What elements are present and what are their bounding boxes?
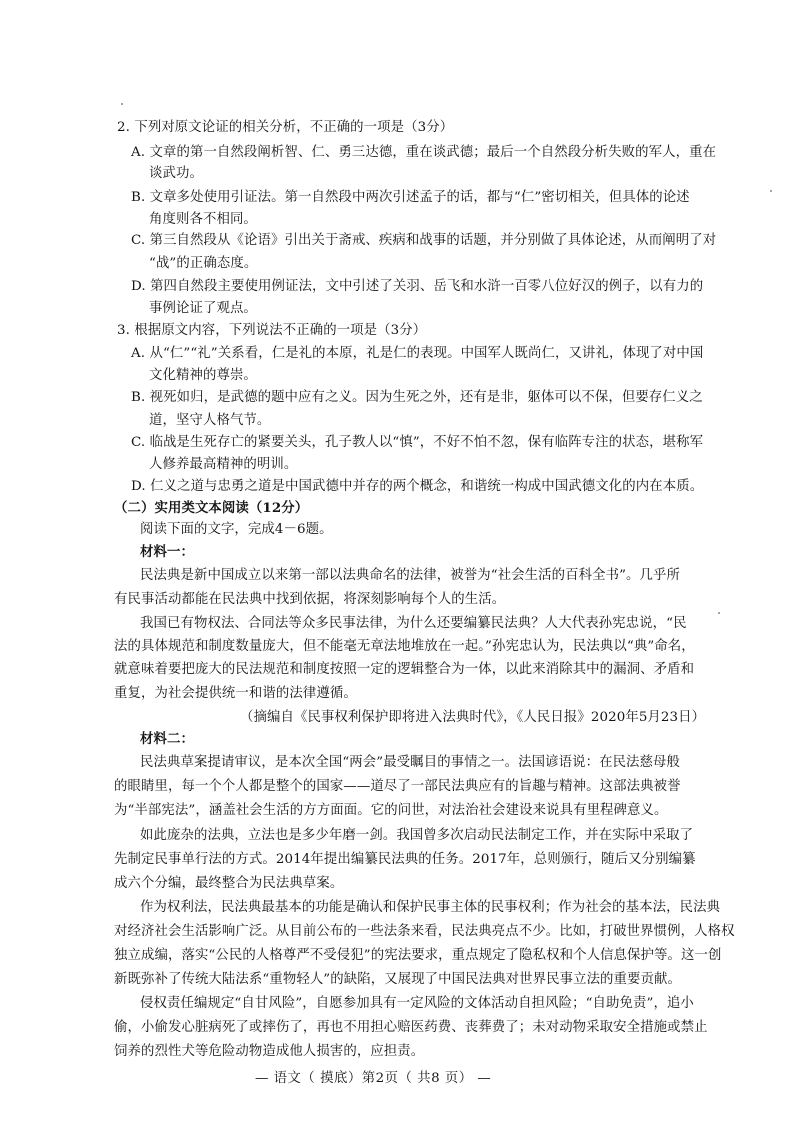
material-1-source: （摘编自《民事权利保护即将进入法典时代》，《人民日报》2020年5月23日） (240, 710, 706, 725)
q3-option-a: A. 从“仁”“礼”关系看，仁是礼的本原，礼是仁的表现。中国军人既尚仁，又讲礼，体现了对中国 (131, 346, 704, 361)
m2-paragraph-2-cont-2: 成六个分编，最终整合为民法典草案。 (114, 876, 344, 891)
q3-option-c: C. 临战是生死存亡的紧要关头，孔子教人以“慎”，不好不怕不忽，保有临阵专注的状态，堪称军 (131, 435, 704, 450)
q2-option-c-cont: “战”的正确态度。 (149, 256, 258, 271)
q2-option-d: D. 第四自然段主要使用例证法，文中引述了关羽、岳飞和水浒一百零八位好汉的例子，以有力的 (131, 279, 704, 294)
material-1-label: 材料一： (140, 544, 194, 560)
material-2-label: 材料二： (140, 731, 194, 747)
q3-option-a-cont: 文化精神的尊崇。 (149, 368, 257, 383)
m2-paragraph-4: 侵权责任编规定“自甘风险”，自愿参加具有一定风险的文体活动自担风险；“自助免责”，追小 (140, 996, 694, 1011)
q2-option-b-cont: 角度则各不相同。 (149, 212, 257, 227)
m1-paragraph-1: 民法典是新中国成立以来第一部以法典命名的法律，被誉为“社会生活的百科全书”。几乎所 (140, 568, 681, 583)
scan-speck (121, 103, 123, 105)
section-heading: （二）实用类文本阅读（12分） (114, 500, 309, 516)
scan-speck (770, 190, 772, 192)
m1-paragraph-1-cont: 有民事活动都能在民法典中找到依据，将深刻影响每个人的生活。 (114, 592, 506, 607)
m2-paragraph-1-cont-1: 的眼睛里，每一个个人都是整个的国家——道尽了一部民法典应有的旨趣与精神。这部法典被誉 (114, 779, 681, 794)
m1-paragraph-2-cont-3: 重复，为社会提供统一和谐的法律遵循。 (114, 686, 357, 701)
q2-option-a: A. 文章的第一自然段阐析智、仁、勇三达德，重在谈武德；最后一个自然段分析失败的军人，重在 (131, 145, 717, 160)
m2-paragraph-3-cont-1: 对经济社会生活影响广泛。从目前公布的一些法条来看，民法典亮点不少。比如，打破世界惯例，人格权 (114, 924, 735, 939)
section-instruction: 阅读下面的文字，完成4－6题。 (140, 522, 333, 537)
m2-paragraph-4-cont-2: 饲养的烈性犬等危险动物造成他人损害的，应担责。 (114, 1044, 425, 1059)
m2-paragraph-4-cont-1: 偷，小偷发心脏病死了或摔伤了，再也不用担心赔医药费、丧葬费了；未对动物采取安全措施或禁止 (114, 1020, 708, 1035)
q3-option-d: D. 仁义之道与忠勇之道是中国武德中并存的两个概念，和谐统一构成中国武德文化的内在本质。 (131, 479, 704, 494)
q2-stem: 2. 下列对原文论证的相关分析，不正确的一项是（3分） (117, 120, 454, 135)
q3-option-b-cont: 道，坚守人格气节。 (149, 413, 271, 428)
m1-paragraph-2: 我国已有物权法、合同法等众多民事法律，为什么还要编纂民法典？人大代表孙宪忠说，“民 (140, 616, 687, 631)
q2-option-d-cont: 事例论证了观点。 (149, 301, 257, 316)
page-footer: — 语文（ 摸底）第2页（ 共8 页） — (255, 1071, 492, 1086)
m2-paragraph-3-cont-2: 独立成编，落实“公民的人格尊严不受侵犯”的宪法要求，重点规定了隐私权和个人信息保护等。这一创 (114, 948, 722, 963)
m2-paragraph-2-cont-1: 先制定民事单行法的方式。2014年提出编纂民法典的任务。2017年，总则颁行，随后又分别编纂 (114, 852, 696, 867)
q2-option-c: C. 第三自然段从《论语》引出关于斋戒、疾病和战事的话题，并分别做了具体论述，从而阐明了对 (131, 233, 717, 248)
q3-stem: 3. 根据原文内容，下列说法不正确的一项是（3分） (117, 323, 427, 338)
m2-paragraph-1: 民法典草案提请审议，是本次全国“两会”最受瞩目的事情之一。法国谚语说：在民法慈母般 (140, 755, 681, 770)
q3-option-c-cont: 人修养最高精神的明训。 (149, 457, 298, 472)
scan-speck (718, 612, 720, 614)
m2-paragraph-3: 作为权利法，民法典最基本的功能是确认和保护民事主体的民事权利；作为社会的基本法，民法典 (140, 900, 721, 915)
q2-option-b: B. 文章多处使用引证法。第一自然段中两次引述孟子的话，都与“仁”密切相关，但具体的论述 (131, 190, 690, 205)
m2-paragraph-1-cont-2: 为“半部宪法”，涵盖社会生活的方方面面。它的问世，对法治社会建设来说具有里程碑意义。 (114, 803, 668, 818)
m2-paragraph-2: 如此庞杂的法典，立法也是多少年磨一剑。我国曾多次启动民法制定工作，并在实际中采取了 (140, 828, 694, 843)
q3-option-b: B. 视死如归，是武德的题中应有之义。因为生死之外，还有是非，躯体可以不保，但要存仁义之 (131, 390, 703, 405)
m1-paragraph-2-cont-1: 法的具体规范和制度数量庞大，但不能毫无章法地堆放在一起。”孙宪忠认为，民法典以“典”命名， (114, 639, 695, 654)
q2-option-a-cont: 谈武功。 (149, 166, 203, 181)
m2-paragraph-3-cont-3: 新既弥补了传统大陆法系“重物轻人”的缺陷，又展现了中国民法典对世界民事立法的重要贡献。 (114, 972, 682, 987)
m1-paragraph-2-cont-2: 就意味着要把庞大的民法规范和制度按照一定的逻辑整合为一体，以此来消除其中的漏洞、矛盾和 (114, 662, 695, 677)
